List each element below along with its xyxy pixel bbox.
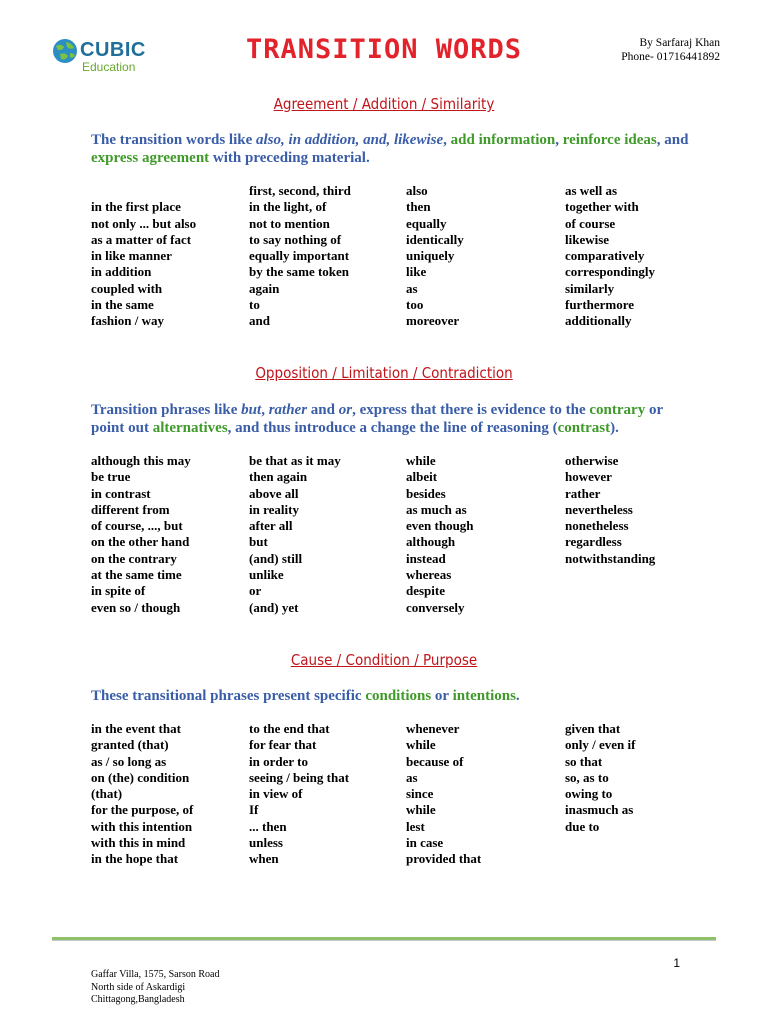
word-column-4 xyxy=(565,721,635,835)
transition-word: on (the) condition xyxy=(91,769,190,785)
transition-word: given that xyxy=(565,721,621,736)
transition-word: conversely xyxy=(406,599,465,615)
transition-word: ... then xyxy=(249,818,287,834)
transition-word: in spite of xyxy=(91,583,146,599)
transition-word: not only ... but also xyxy=(91,215,197,231)
transition-word: lest xyxy=(406,818,425,834)
transition-word: fashion / way xyxy=(91,313,164,329)
transition-word: identically xyxy=(406,231,464,247)
transition-word: uniquely xyxy=(406,248,455,264)
transition-word: then again xyxy=(249,469,308,485)
byline xyxy=(560,36,720,64)
transition-word: in contrast xyxy=(91,485,151,501)
transition-word: in the same xyxy=(91,297,154,313)
transition-word: similarly xyxy=(565,280,615,296)
transition-word: of course, ..., but xyxy=(91,518,183,534)
address-line: Chittagong,Bangladesh xyxy=(91,994,185,1005)
transition-word: so that xyxy=(565,753,603,769)
transition-word: with this intention xyxy=(91,818,193,834)
transition-word: as xyxy=(406,769,418,785)
transition-word: (that) xyxy=(91,786,123,802)
transition-word: also xyxy=(406,183,428,198)
transition-word: unlike xyxy=(249,567,284,583)
footer-address xyxy=(91,969,219,1007)
section-intro-cause: These transitional phrases present specific conditions or intentions. xyxy=(91,688,520,704)
transition-word: in addition xyxy=(91,264,152,280)
logo-subtitle: Education xyxy=(82,60,136,74)
transition-word: in reality xyxy=(249,501,299,517)
transition-word: despite xyxy=(406,583,445,599)
transition-word: together with xyxy=(565,199,639,215)
transition-word: in order to xyxy=(249,753,308,769)
transition-word: If xyxy=(249,802,259,818)
word-column-3 xyxy=(406,453,474,616)
address-line: Gaffar Villa, 1575, Sarson Road xyxy=(91,969,220,980)
transition-word: additionally xyxy=(565,313,632,329)
transition-word: when xyxy=(249,851,279,867)
transition-word: (and) yet xyxy=(249,599,299,615)
word-column-1 xyxy=(91,453,191,616)
transition-word: not to mention xyxy=(249,215,330,231)
section-intro-agreement: The transition words like also, in addition, and, likewise, add information, reinforce ideas, and express agreement with preceding material. xyxy=(91,132,689,166)
word-column-2 xyxy=(249,183,351,330)
transition-word: (and) still xyxy=(249,550,303,566)
transition-word: however xyxy=(565,469,612,485)
transition-word: equally xyxy=(406,215,447,231)
transition-word: while xyxy=(406,453,436,468)
address-line: North side of Askardigi xyxy=(91,981,186,993)
transition-word: inasmuch as xyxy=(565,802,634,818)
transition-word: as xyxy=(406,280,418,296)
transition-word: be true xyxy=(91,469,131,485)
transition-word: seeing / being that xyxy=(249,769,350,785)
globe-icon xyxy=(52,38,78,64)
transition-word: as well as xyxy=(565,183,617,198)
transition-word: to say nothing of xyxy=(249,231,342,247)
transition-word: too xyxy=(406,297,424,313)
transition-word: while xyxy=(406,737,436,753)
transition-word: furthermore xyxy=(565,297,635,313)
transition-word: to the end that xyxy=(249,721,330,736)
transition-word: on the other hand xyxy=(91,534,190,550)
section-heading-cause: Cause / Condition / Purpose xyxy=(290,651,478,669)
transition-word: as / so long as xyxy=(91,753,167,769)
transition-word: at the same time xyxy=(91,567,182,583)
transition-word: comparatively xyxy=(565,248,645,264)
transition-word: rather xyxy=(565,485,601,501)
transition-word: on the contrary xyxy=(91,550,177,566)
transition-word: different from xyxy=(91,501,170,517)
transition-word: so, as to xyxy=(565,769,609,785)
transition-word: only / even if xyxy=(565,737,636,753)
transition-word: for fear that xyxy=(249,737,317,753)
transition-word: albeit xyxy=(406,469,438,485)
transition-word: notwithstanding xyxy=(565,550,656,566)
transition-word: regardless xyxy=(565,534,622,550)
transition-word: owing to xyxy=(565,786,613,802)
transition-word: in the light, of xyxy=(249,199,327,215)
transition-word: because of xyxy=(406,753,464,769)
footer-divider-shadow xyxy=(52,940,716,941)
transition-word: above all xyxy=(249,485,299,501)
transition-word: in the first place xyxy=(91,199,181,215)
cubic-logo xyxy=(52,36,172,76)
transition-word: provided that xyxy=(406,851,482,867)
transition-word: again xyxy=(249,280,280,296)
transition-word: first, second, third xyxy=(249,183,351,198)
transition-word: unless xyxy=(249,835,283,851)
transition-word: in case xyxy=(406,835,444,851)
transition-word: otherwise xyxy=(565,453,619,468)
transition-word: nevertheless xyxy=(565,501,633,517)
transition-word: although xyxy=(406,534,456,550)
logo-name: CUBIC xyxy=(80,39,146,61)
author: By Sarfaraj Khan xyxy=(639,37,720,49)
transition-word: likewise xyxy=(565,231,610,247)
transition-word: correspondingly xyxy=(565,264,656,280)
transition-word: even though xyxy=(406,518,474,534)
transition-word xyxy=(91,183,196,199)
transition-word: like xyxy=(406,264,427,280)
transition-word: be that as it may xyxy=(249,453,341,468)
transition-word: whenever xyxy=(406,721,460,736)
word-column-3 xyxy=(406,183,464,330)
transition-word: although this may xyxy=(91,453,191,468)
section-heading-opposition: Opposition / Limitation / Contradiction xyxy=(255,364,513,382)
transition-word: by the same token xyxy=(249,264,350,280)
transition-word: for the purpose, of xyxy=(91,802,194,818)
transition-word: in the hope that xyxy=(91,851,179,867)
word-column-2 xyxy=(249,453,341,616)
transition-word: since xyxy=(406,786,434,802)
word-column-3 xyxy=(406,721,481,868)
transition-word: besides xyxy=(406,485,446,501)
transition-word: whereas xyxy=(406,567,452,583)
transition-word: after all xyxy=(249,518,293,534)
transition-word: as much as xyxy=(406,501,467,517)
transition-word: and xyxy=(249,313,270,329)
word-column-4 xyxy=(565,183,655,330)
transition-word: instead xyxy=(406,550,446,566)
transition-word: while xyxy=(406,802,436,818)
transition-word: of course xyxy=(565,215,616,231)
transition-word: to xyxy=(249,297,260,313)
transition-word: moreover xyxy=(406,313,460,329)
transition-word: in like manner xyxy=(91,248,172,264)
transition-word: in the event that xyxy=(91,721,181,736)
word-column-2 xyxy=(249,721,349,868)
transition-word: or xyxy=(249,583,262,599)
page-title: TRANSITION WORDS xyxy=(245,34,523,65)
transition-word: then xyxy=(406,199,431,215)
transition-word: nonetheless xyxy=(565,518,629,534)
transition-word: due to xyxy=(565,818,600,834)
transition-word: but xyxy=(249,534,268,550)
transition-word: with this in mind xyxy=(91,835,186,851)
word-column-1 xyxy=(91,183,196,330)
section-intro-opposition: Transition phrases like but, rather and or, express that there is evidence to the contrary or point out alternatives, and thus introduce a change the line of reasoning (contrast). xyxy=(91,402,663,436)
transition-word: coupled with xyxy=(91,280,163,296)
transition-word: equally important xyxy=(249,248,350,264)
transition-word: even so / though xyxy=(91,599,181,615)
section-heading-agreement: Agreement / Addition / Similarity xyxy=(273,95,495,113)
page-number: 1 xyxy=(673,956,680,970)
transition-word: in view of xyxy=(249,786,303,802)
word-column-4 xyxy=(565,453,655,567)
phone: Phone- 01716441892 xyxy=(621,51,720,63)
transition-word: as a matter of fact xyxy=(91,231,192,247)
transition-word: granted (that) xyxy=(91,737,169,753)
word-column-1 xyxy=(91,721,193,868)
